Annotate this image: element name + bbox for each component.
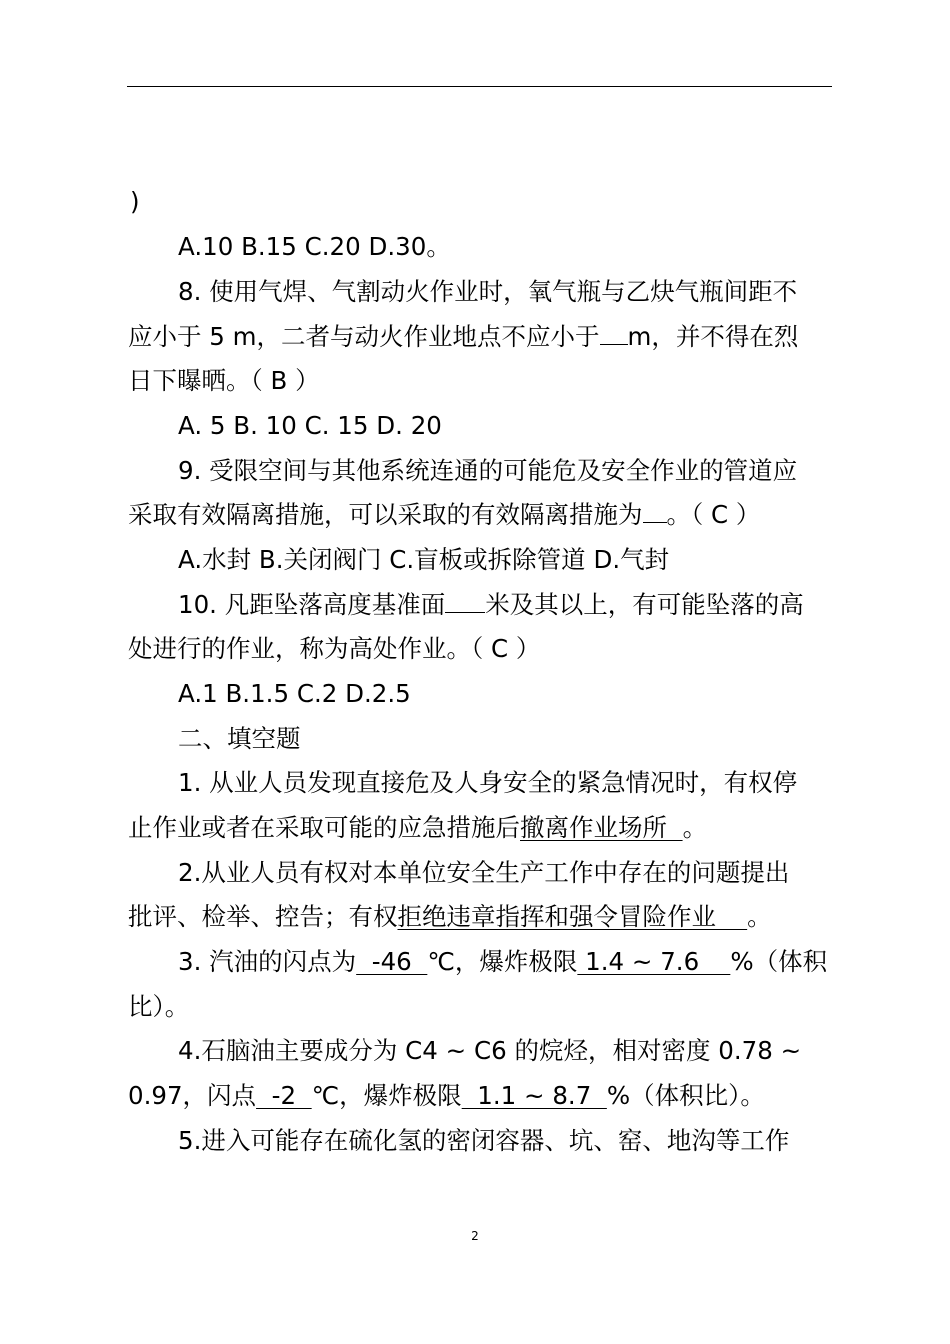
- text-line-18: 3. 汽油的闪点为 -46 ℃，爆炸极限 1.4 ~ 7.6 %（体积: [178, 947, 828, 976]
- answer-underlined: -46: [356, 947, 428, 976]
- header-rule: [127, 86, 832, 87]
- text-line-11: 处进行的作业，称为高处作业。（ C ）: [128, 634, 541, 663]
- answer-underlined: 撤离作业场所: [520, 813, 683, 842]
- text-line-22: 5.进入可能存在硫化氢的密闭容器、坑、窑、地沟等工作: [178, 1126, 790, 1155]
- answer-underlined: 1.1 ~ 8.7: [461, 1081, 607, 1110]
- text-line-2: A.10 B.15 C.20 D.30。: [178, 232, 451, 261]
- text-line-20: 4.石脑油主要成分为 C4 ~ C6 的烷烃，相对密度 0.78 ~: [178, 1036, 802, 1065]
- text-line-9: A.水封 B.关闭阀门 C.盲板或拆除管道 D.气封: [178, 545, 670, 574]
- answer-underlined: 拒绝违章指挥和强令冒险作业: [397, 902, 748, 931]
- text-line-3: 8. 使用气焊、气割动火作业时，氧气瓶与乙炔气瓶间距不: [178, 277, 798, 306]
- text-line-10: 10. 凡距坠落高度基准面 米及其以上，有可能坠落的高: [178, 590, 804, 619]
- text-line-21: 0.97，闪点 -2 ℃，爆炸极限 1.1 ~ 8.7 %（体积比）。: [128, 1081, 765, 1110]
- text-line-1: ): [130, 187, 140, 216]
- text-line-8: 采取有效隔离措施，可以采取的有效隔离措施为 。（ C ）: [128, 500, 761, 529]
- blank-underline: [600, 320, 628, 345]
- blank-underline: [643, 498, 667, 523]
- text-line-12: A.1 B.1.5 C.2 D.2.5: [178, 679, 411, 708]
- answer-underlined: -2: [256, 1081, 312, 1110]
- text-line-14: 1. 从业人员发现直接危及人身安全的紧急情况时，有权停: [178, 768, 798, 797]
- text-line-7: 9. 受限空间与其他系统连通的可能危及安全作业的管道应: [178, 456, 798, 485]
- text-line-4: 应小于 5 m，二者与动火作业地点不应小于 m，并不得在烈: [128, 322, 799, 351]
- text-line-6: A. 5 B. 10 C. 15 D. 20: [178, 411, 442, 440]
- text-line-16: 2.从业人员有权对本单位安全生产工作中存在的问题提出: [178, 858, 790, 887]
- blank-underline: [445, 588, 485, 613]
- answer-underlined: 1.4 ~ 7.6: [577, 947, 731, 976]
- text-line-17: 批评、检举、控告；有权拒绝违章指挥和强令冒险作业 。: [128, 902, 772, 931]
- page-number: 2: [471, 1229, 479, 1243]
- text-line-5: 日下曝晒。（ B ）: [128, 366, 320, 395]
- text-line-15: 止作业或者在采取可能的应急措施后撤离作业场所 。: [128, 813, 708, 842]
- section-heading: 二、填空题: [178, 724, 301, 753]
- text-line-19: 比）。: [128, 992, 190, 1021]
